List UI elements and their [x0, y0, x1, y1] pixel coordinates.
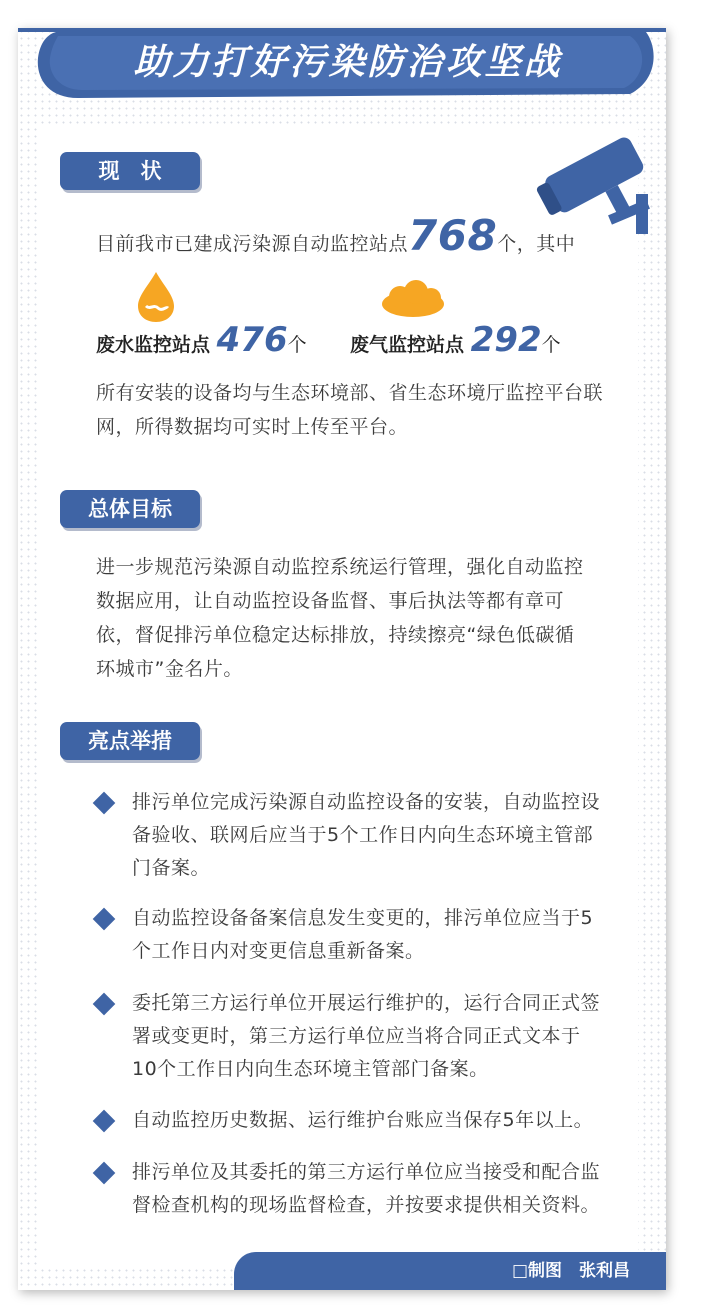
item-line: 备验收、联网后应当于5个工作日内向生态环境主管部 — [132, 824, 594, 846]
water-count: 476 — [216, 320, 288, 360]
cloud-icon — [380, 280, 446, 320]
section-label-goal: 总体目标 — [60, 490, 200, 528]
page-title: 助力打好污染防治攻坚战 — [133, 42, 563, 83]
poster-card — [18, 28, 666, 1290]
footer-bar — [234, 1252, 666, 1290]
status-paragraph — [96, 376, 636, 444]
intro-suffix: 个，其中 — [497, 233, 576, 255]
item-line: 门备案。 — [132, 857, 211, 879]
item-line: 排污单位及其委托的第三方运行单位应当接受和配合监 — [132, 1161, 601, 1183]
item-line: 督检查机构的现场监督检查，并按要求提供相关资料。 — [132, 1194, 601, 1216]
gas-station-stat — [350, 320, 561, 365]
goal-paragraph — [96, 550, 636, 686]
content-panel — [40, 128, 638, 1268]
paragraph-line: 数据应用，让自动监控设备监督、事后执法等都有章可 — [96, 590, 565, 612]
intro-prefix: 目前我市已建成污染源自动监控站点 — [96, 233, 409, 255]
paragraph-line: 环城市”金名片。 — [96, 658, 243, 680]
highlight-item — [132, 1104, 622, 1137]
highlight-item — [132, 902, 622, 968]
water-drop-icon — [136, 270, 176, 322]
item-line: 自动监控历史数据、运行维护台账应当保存5年以上。 — [132, 1109, 594, 1131]
gas-label: 废气监控站点 — [350, 334, 465, 356]
paragraph-line: 所有安装的设备均与生态环境部、省生态环境厅监控平台联 — [96, 382, 604, 404]
paragraph-line: 网，所得数据均可实时上传至平台。 — [96, 416, 409, 438]
paragraph-line: 进一步规范污染源自动监控系统运行管理，强化自动监控 — [96, 556, 584, 578]
gas-count: 292 — [470, 320, 542, 360]
section-label-highlights: 亮点举措 — [60, 722, 200, 760]
intro-line — [96, 211, 616, 266]
water-unit: 个 — [287, 334, 307, 356]
item-line: 10个工作日内向生态环境主管部门备案。 — [132, 1058, 489, 1080]
highlight-item — [132, 1156, 622, 1222]
item-line: 个工作日内对变更信息重新备案。 — [132, 940, 425, 962]
section-label-status: 现 状 — [60, 152, 200, 190]
item-line: 署或变更时，第三方运行单位应当将合同正式文本于 — [132, 1025, 581, 1047]
item-line: 自动监控设备备案信息发生变更的，排污单位应当于5 — [132, 907, 594, 929]
credit-text: □制图 张利昌 — [511, 1261, 630, 1281]
gas-unit: 个 — [541, 334, 561, 356]
item-line: 委托第三方运行单位开展运行维护的，运行合同正式签 — [132, 992, 601, 1014]
highlight-item — [132, 987, 622, 1086]
highlight-item — [132, 786, 622, 885]
water-station-stat — [96, 320, 307, 365]
total-count: 768 — [408, 211, 498, 260]
paragraph-line: 依，督促排污单位稳定达标排放，持续擦亮“绿色低碳循 — [96, 624, 575, 646]
water-label: 废水监控站点 — [96, 334, 211, 356]
item-line: 排污单位完成污染源自动监控设备的安装，自动监控设 — [132, 791, 601, 813]
